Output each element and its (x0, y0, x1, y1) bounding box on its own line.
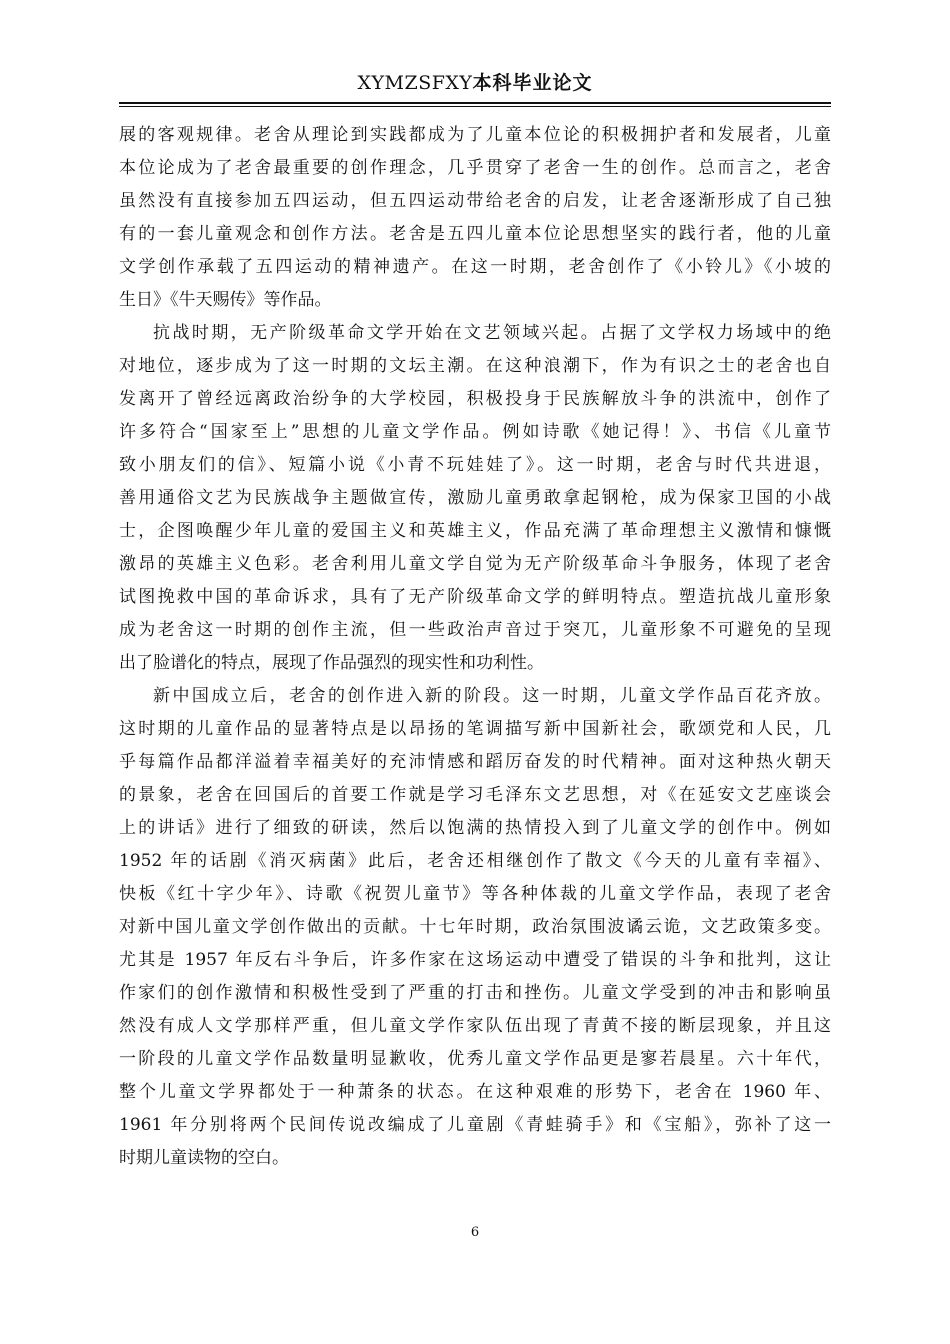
text-line: 新中国成立后，老舍的创作进入新的阶段。这一时期，儿童文学作品百花齐放。 (153, 686, 831, 706)
text-line: 本位论成为了老舍最重要的创作理念，几乎贯穿了老舍一生的创作。总而言之，老舍 (119, 158, 831, 178)
text-line: 对新中国儿童文学创作做出的贡献。十七年时期，政治氛围波谲云诡，文艺政策多变。 (119, 917, 831, 937)
text-line: 出了脸谱化的特点，展现了作品强烈的现实性和功利性。 (119, 653, 544, 673)
text-line: 时期儿童读物的空白。 (119, 1148, 289, 1168)
header-rule-thin (119, 106, 831, 107)
text-line: 上的讲话》进行了细致的研读，然后以饱满的热情投入到了儿童文学的创作中。例如 (119, 818, 831, 838)
text-line: 抗战时期，无产阶级革命文学开始在文艺领域兴起。占据了文学权力场域中的绝 (153, 323, 831, 343)
text-line: 有的一套儿童观念和创作方法。老舍是五四儿童本位论思想坚实的践行者，他的儿童 (119, 224, 831, 244)
text-line: 1961 年分别将两个民间传说改编成了儿童剧《青蛙骑手》和《宝船》，弥补了这一 (119, 1115, 831, 1135)
text-line: 这时期的儿童作品的显著特点是以昂扬的笔调描写新中国新社会，歌颂党和人民，几 (119, 719, 831, 739)
text-line: 成为老舍这一时期的创作主流，但一些政治声音过于突兀，儿童形象不可避免的呈现 (119, 620, 831, 640)
text-line: 快板《红十字少年》、诗歌《祝贺儿童节》等各种体裁的儿童文学作品，表现了老舍 (119, 884, 831, 904)
text-line: 乎每篇作品都洋溢着幸福美好的充沛情感和蹈厉奋发的时代精神。面对这种热火朝天 (119, 752, 831, 772)
text-line: 士，企图唤醒少年儿童的爱国主义和英雄主义，作品充满了革命理想主义激情和慷慨 (119, 521, 831, 541)
page-header (119, 70, 831, 96)
text-line: 尤其是 1957 年反右斗争后，许多作家在这场运动中遭受了错误的斗争和批判，这让 (119, 950, 831, 970)
text-line: 试图挽救中国的革命诉求，具有了无产阶级革命文学的鲜明特点。塑造抗战儿童形象 (119, 587, 831, 607)
text-line: 作家们的创作激情和积极性受到了严重的打击和挫伤。儿童文学受到的冲击和影响虽 (119, 983, 831, 1003)
text-line: 1952 年的话剧《消灭病菌》此后，老舍还相继创作了散文《今天的儿童有幸福》、 (119, 851, 831, 871)
text-line: 的景象，老舍在回国后的首要工作就是学习毛泽东文艺思想，对《在延安文艺座谈会 (119, 785, 831, 805)
text-line: 展的客观规律。老舍从理论到实践都成为了儿童本位论的积极拥护者和发展者，儿童 (119, 125, 831, 145)
text-line: 然没有成人文学那样严重，但儿童文学作家队伍出现了青黄不接的断层现象，并且这 (119, 1016, 831, 1036)
text-line: 许多符合“国家至上”思想的儿童文学作品。例如诗歌《她记得！》、书信《儿童节 (119, 422, 831, 442)
header-latin: XYMZSFXY (357, 72, 473, 94)
text-line: 致小朋友们的信》、短篇小说《小青不玩娃娃了》。这一时期，老舍与时代共进退， (119, 455, 831, 475)
body-text (119, 119, 831, 1175)
text-line: 激昂的英雄主义色彩。老舍利用儿童文学自觉为无产阶级革命斗争服务，体现了老舍 (119, 554, 831, 574)
text-line: 一阶段的儿童文学作品数量明显歉收，优秀儿童文学作品更是寥若晨星。六十年代， (119, 1049, 831, 1069)
text-line: 发离开了曾经远离政治纷争的大学校园，积极投身于民族解放斗争的洪流中，创作了 (119, 389, 831, 409)
text-line: 对地位，逐步成为了这一时期的文坛主潮。在这种浪潮下，作为有识之士的老舍也自 (119, 356, 831, 376)
text-line: 整个儿童文学界都处于一种萧条的状态。在这种艰难的形势下，老舍在 1960 年、 (119, 1082, 831, 1102)
header-title: 本科毕业论文 (472, 72, 593, 94)
text-line: 生日》《牛天赐传》等作品。 (119, 290, 332, 310)
text-line: 善用通俗文艺为民族战争主题做宣传，激励儿童勇敢拿起钢枪，成为保家卫国的小战 (119, 488, 831, 508)
text-line: 文学创作承载了五四运动的精神遗产。在这一时期，老舍创作了《小铃儿》《小坡的 (119, 257, 831, 277)
page-number: 6 (470, 1225, 480, 1240)
header-rule-thick (119, 102, 831, 104)
text-line: 虽然没有直接参加五四运动，但五四运动带给老舍的启发，让老舍逐渐形成了自己独 (119, 191, 831, 211)
